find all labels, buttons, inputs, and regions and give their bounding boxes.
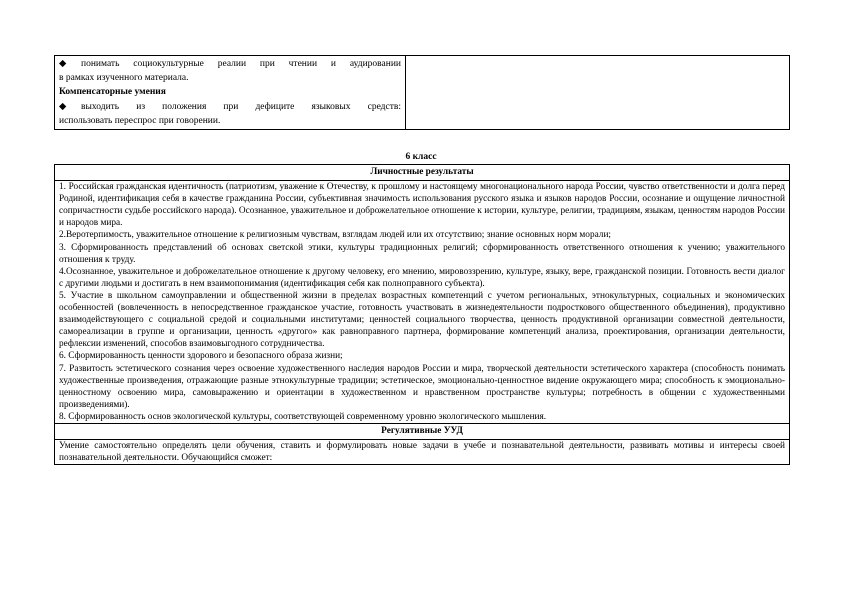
personal-results-cell [55,181,790,424]
personal-item-8: 8. Сформированность основ экологической культуры, соответствующей современному уровню экологического мышления. [59,411,547,422]
results-table [54,164,790,465]
bullet-item-compensatory: ◆ выходить из положения при дефиците языковых средств: [59,100,401,114]
personal-item-5: 5. Участие в школьном самоуправлении и общественной жизни в пределах возрастных компетенций с учетом региональных, этнокультурных, социальных и экономических особенностей (вовлеченность в непосредственное гражданское участие, готовность участвовать в жизнедеятельности подросткового общественного объединения), продуктивно взаимодействующего с социальной средой и социальными институтами; ценностей социального творчества, ценность продуктивной организации совместной деятельности, самореализации в группе и организации, ценность «другого» как равноправного партнера, формирование компетенций анализа, проектирования, организации деятельности, рефлексии изменений, способов взаимовыгодного сотрудничества. [59,290,785,350]
personal-item-6: 6. Сформированность ценности здорового и безопасного образа жизни; [59,351,343,362]
diamond-bullet-icon: ◆ [59,101,67,112]
regulatory-text: Умение самостоятельно определять цели обучения, ставить и формулировать новые задачи в учебе и познавательной деятельности, развивать мотивы и интересы своей познавательной деятельности. Обучающийся сможет: [59,441,785,464]
bullet-item-sociocultural: ◆ понимать социокультурные реалии при чтении и аудировании [59,57,401,71]
personal-item-1: 1. Российская гражданская идентичность (патриотизм, уважение к Отечеству, к прошлому и настоящему многонационального народа России, чувство ответственности и долга перед Родиной, идентификация себя в качестве гражданина России, субъективная значимость использования русского языка и языков народов России, осознание и ощущение личностной сопричастности судьбе российского народа). Осознанное, уважительное и доброжелательное отношение к истории, культуре, религии, традициям, языкам, ценностям народов России и народов мира. [59,182,785,229]
personal-results-header: Личностные результаты [55,165,790,181]
regulatory-uud-header: Регулятивные УУД [55,423,790,439]
grade-title: 6 класс [405,152,437,162]
regulatory-uud-cell [55,440,790,465]
personal-item-7: 7. Развитость эстетического сознания через освоение художественного наследия народов России и мира, творческой деятельности эстетического характера (способность понимать художественные произведения, отражающие разные этнокультурные традиции; эстетическое, эмоционально-ценностное видение окружающего мира; способность к эмоционально-ценностному освоению мира, самовыражению и ориентации в художественном и нравственном пространстве культуры; потребность в общении с художественными произведениями). [59,363,785,410]
personal-item-3: 3. Сформированность представлений об основах светской этики, культуры традиционных религий; сформированность ответственного отношения к учению; уважительного отношения к труду. [59,242,785,265]
bullet-item-continuation: использовать переспрос при говорении. [59,115,221,126]
personal-item-2: 2.Веротерпимость, уважительное отношение к религиозным чувствам, взглядам людей или их отсутствию; знание основных норм морали; [59,230,612,241]
competencies-table [54,55,790,130]
compensatory-skills-heading: Компенсаторные умения [59,87,166,98]
competencies-cell [55,56,406,130]
personal-item-4: 4.Осознанное, уважительное и доброжелательное отношение к другому человеку, его мнению, мировоззрению, культуре, языку, вере, гражданской позиции. Готовность вести диалог с другими людьми и достигать в нем взаимопонимания (идентификация себя как полноправного субъекта). [59,266,785,289]
bullet-item-continuation: в рамках изученного материала. [59,73,189,84]
empty-cell [406,56,790,130]
diamond-bullet-icon: ◆ [59,59,67,69]
